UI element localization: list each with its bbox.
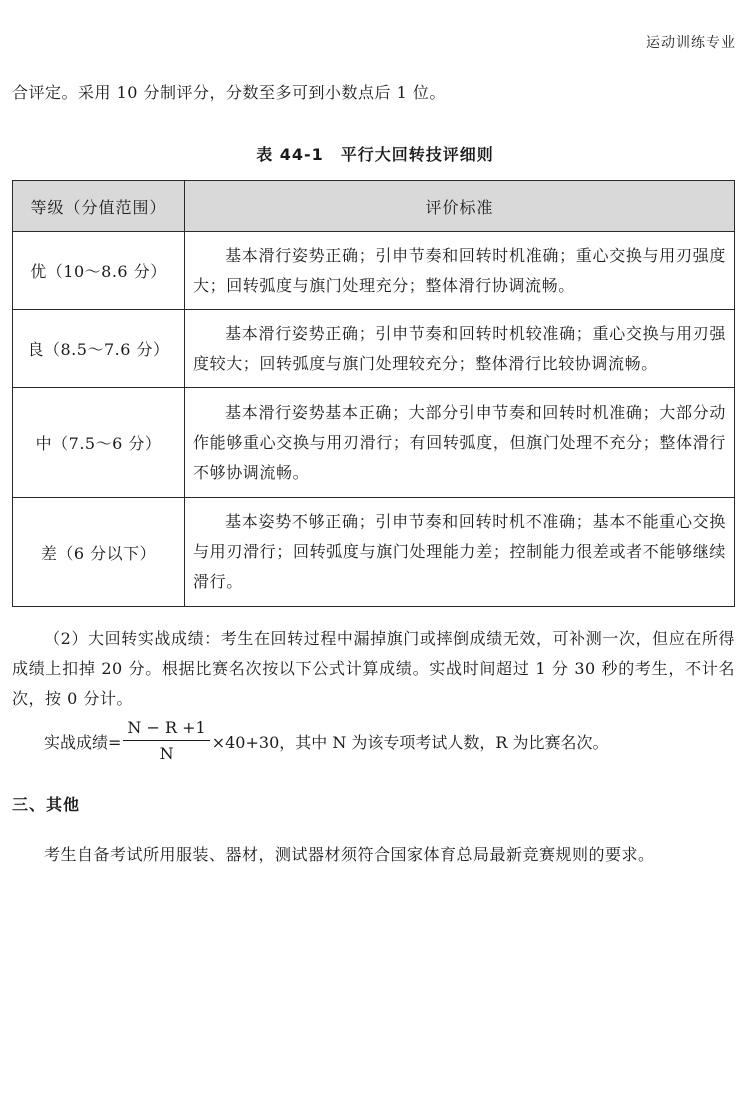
criteria-cell (185, 232, 735, 310)
grade-cell: 优（10～8.6 分） (13, 232, 185, 310)
criteria-text: 基本滑行姿势正确；引申节奏和回转时机准确；重心交换与用刃强度大；回转弧度与旗门处理充分；整体滑行协调流畅。 (193, 245, 726, 295)
scoring-rules-paragraph (12, 624, 735, 714)
page-header-label: 运动训练专业 (646, 35, 736, 51)
table-row (13, 232, 735, 310)
grade-cell: 中（7.5～6 分） (13, 388, 185, 498)
table-row (13, 388, 735, 498)
criteria-cell (185, 310, 735, 388)
column-header-criteria: 评价标准 (185, 181, 735, 232)
section-body-text: 考生自备考试所用服装、器材，测试器材须符合国家体育总局最新竞赛规则的要求。 (44, 845, 655, 864)
formula-fraction (123, 718, 209, 765)
criteria-cell (185, 498, 735, 607)
formula-prefix: 实战成绩= (44, 733, 122, 752)
criteria-text: 基本滑行姿势基本正确；大部分引申节奏和回转时机准确；大部分动作能够重心交换与用刃滑行；有回转弧度，但旗门处理不充分；整体滑行不够协调流畅。 (193, 402, 726, 482)
scoring-rules-text: （2）大回转实战成绩：考生在回转过程中漏掉旗门或摔倒成绩无效，可补测一次，但应在所得成绩上扣掉 20 分。根据比赛名次按以下公式计算成绩。实战时间超过 1 分 30 秒的考生，不计名次，按 0 分计。 (12, 629, 735, 708)
column-header-grade: 等级（分值范围） (13, 181, 185, 232)
formula-denominator: N (159, 744, 174, 763)
formula-numerator: N − R +1 (123, 718, 209, 741)
evaluation-table-container (12, 180, 735, 605)
table-row (13, 310, 735, 388)
criteria-cell (185, 388, 735, 498)
criteria-text: 基本姿势不够正确；引申节奏和回转时机不准确；基本不能重心交换与用刃滑行；回转弧度与旗门处理能力差；控制能力很差或者不能够继续滑行。 (193, 512, 726, 591)
grade-cell: 良（8.5～7.6 分） (13, 310, 185, 388)
score-formula (44, 718, 609, 765)
formula-suffix: ×40+30，其中 N 为该专项考试人数，R 为比赛名次。 (211, 733, 609, 752)
intro-text: 合评定。采用 10 分制评分，分数至多可到小数点后 1 位。 (12, 83, 446, 102)
criteria-text: 基本滑行姿势正确；引申节奏和回转时机较准确；重心交换与用刃强度较大；回转弧度与旗门处理较充分；整体滑行比较协调流畅。 (193, 323, 726, 373)
grade-cell: 差（6 分以下） (13, 498, 185, 607)
evaluation-table (12, 180, 735, 607)
section-heading: 三、其他 (12, 795, 81, 814)
table-row (13, 498, 735, 607)
table-title: 表 44-1 平行大回转技评细则 (256, 145, 494, 164)
table-header-row (13, 181, 735, 232)
